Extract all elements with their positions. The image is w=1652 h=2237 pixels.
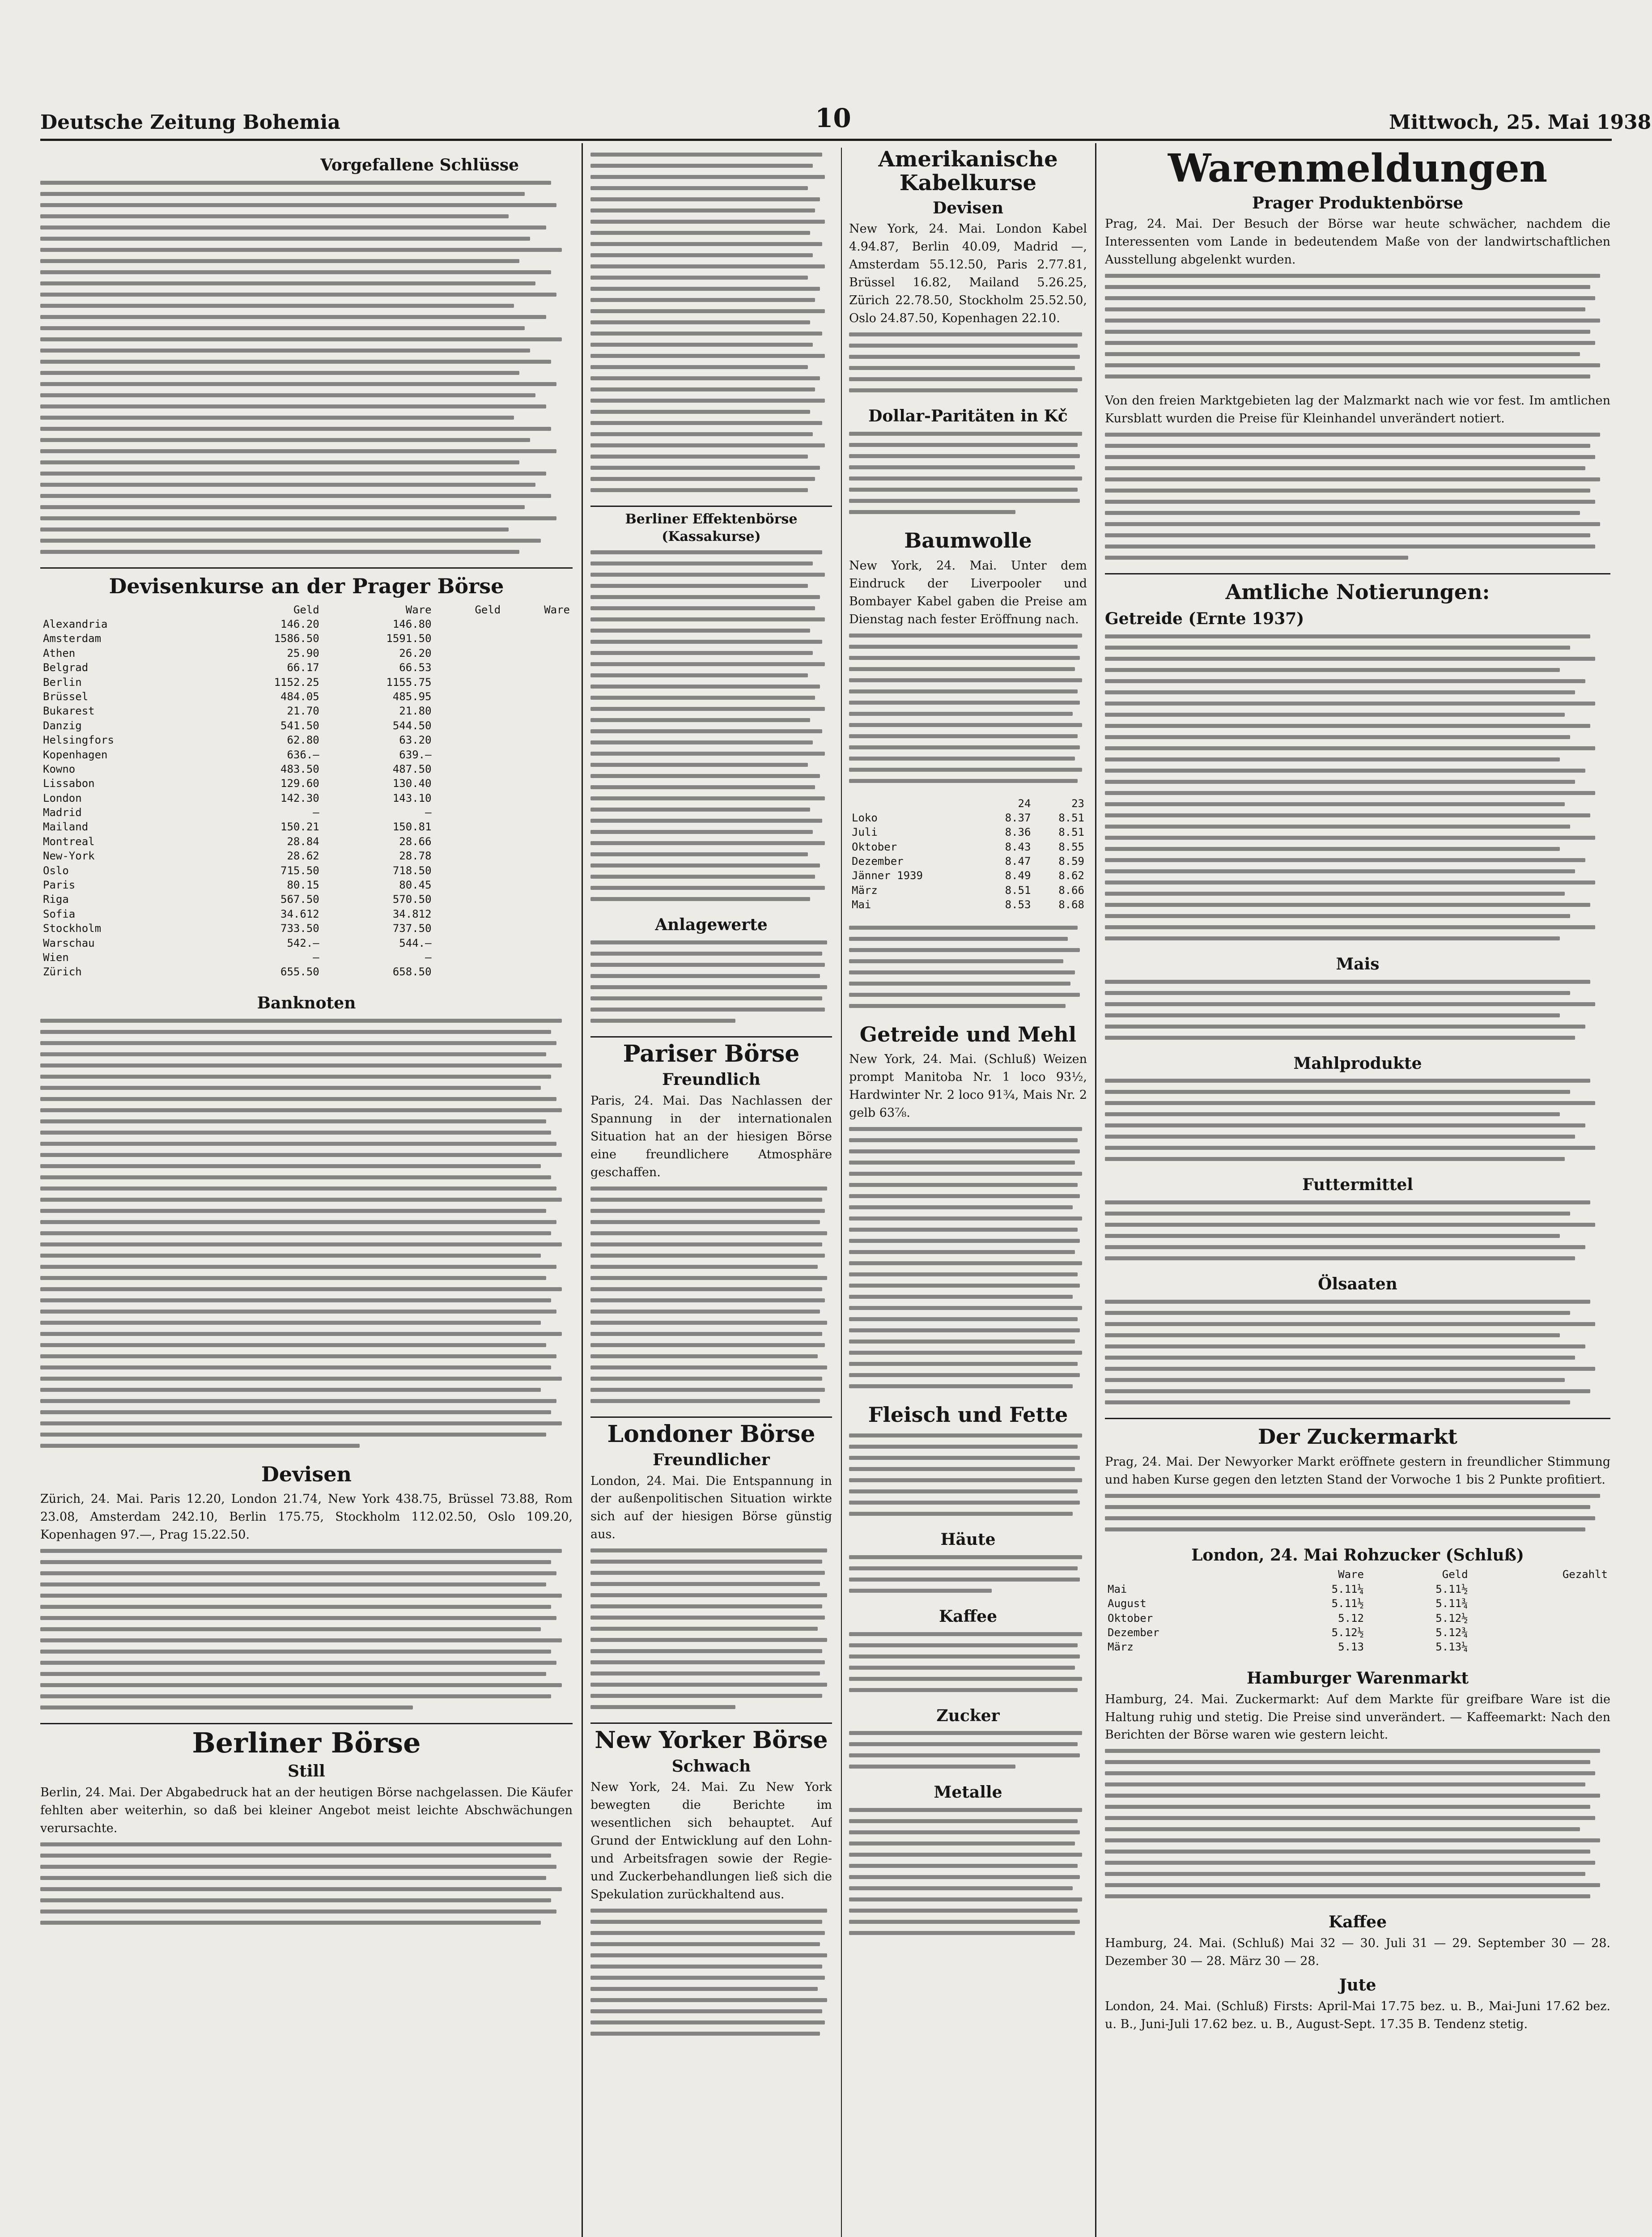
table-cell: 142.30: [280, 791, 319, 804]
table-row: [40, 950, 573, 965]
table-row: [40, 820, 573, 834]
kaffee-subheading: Kaffee: [1329, 1913, 1387, 1932]
row-label: März: [1108, 1641, 1134, 1654]
section-rule: [590, 1722, 832, 1724]
table-cell: 21.80: [399, 705, 432, 718]
table-cell: 8.66: [1058, 884, 1084, 897]
kaffee-text-illegible: [849, 1632, 1087, 1692]
table-cell: 1586.50: [274, 632, 319, 645]
row-label: Loko: [852, 811, 878, 824]
column-header: Ware: [405, 603, 432, 616]
row-label: Lissabon: [43, 777, 95, 790]
londoner-text: London, 24. Mai. Die Entspannung in der außenpolitischen Situation wirkte sich auf der hiesigen Börse günstig aus.: [590, 1474, 832, 1542]
effekten-table-illegible: [590, 550, 832, 901]
table-cell: 5.11½: [1331, 1597, 1364, 1610]
baumwolle-body: [849, 811, 1087, 912]
row-label: Wien: [43, 951, 69, 964]
table-cell: 487.50: [392, 762, 432, 775]
table-cell: 8.43: [1005, 840, 1031, 853]
haeute-heading: Häute: [940, 1530, 996, 1549]
column-header: Ware: [544, 603, 570, 616]
table-row: [40, 907, 573, 921]
london-zucker-table: [1105, 1567, 1610, 1654]
getreide-subheading: Getreide (Ernte 1937): [1105, 609, 1304, 628]
jute-subheading: Jute: [1339, 1976, 1376, 1995]
column-header: Ware: [1338, 1568, 1364, 1581]
baumwolle-header-row: [849, 796, 1087, 811]
table-cell: 150.21: [280, 821, 319, 834]
row-label: Madrid: [43, 806, 82, 819]
table-row: [40, 617, 573, 631]
row-label: Mai: [1108, 1582, 1127, 1595]
table-cell: 8.36: [1005, 826, 1031, 839]
table-cell: 28.78: [399, 850, 432, 863]
devisen-subheading: Devisen: [932, 198, 1004, 217]
table-cell: 8.53: [1005, 898, 1031, 911]
vorgefallene-heading: Vorgefallene Schlüsse: [320, 156, 519, 174]
table-cell: 25.90: [287, 646, 319, 659]
futtermittel-table-illegible: [1105, 1200, 1610, 1260]
section-rule: [1105, 573, 1610, 574]
getreide-text-illegible: [849, 1127, 1087, 1388]
baumwolle-heading: Baumwolle: [904, 528, 1032, 553]
table-cell: 5.11¼: [1331, 1582, 1364, 1595]
dollar-text-illegible: [849, 432, 1087, 514]
table-cell: 5.12½: [1435, 1612, 1468, 1625]
table-cell: 66.53: [399, 661, 432, 674]
table-cell: 544.—: [399, 936, 432, 949]
table-cell: 5.12: [1338, 1612, 1364, 1625]
table-cell: 28.62: [287, 850, 319, 863]
baumwolle-text: New York, 24. Mai. Unter dem Eindruck der Liverpooler und Bombayer Kabel gaben die Preise am Dienstag nach fester Eröffnung nach.: [849, 558, 1087, 626]
prager-heading: Prager Produktenbörse: [1252, 193, 1464, 213]
table-cell: 5.11½: [1435, 1582, 1468, 1595]
row-label: Brüssel: [43, 690, 89, 703]
table-cell: 5.12¾: [1435, 1626, 1468, 1639]
haeute-text-illegible: [849, 1555, 1087, 1593]
table-cell: 8.62: [1058, 869, 1084, 882]
newspaper-name: Deutsche Zeitung Bohemia: [40, 111, 340, 134]
issue-date: Mittwoch, 25. Mai 1938: [1389, 111, 1652, 134]
kabel-devisen-illegible: [849, 332, 1087, 392]
table-cell: 567.50: [280, 893, 319, 906]
newyorker-heading: New Yorker Börse: [595, 1727, 828, 1754]
table-cell: 80.15: [287, 879, 319, 892]
section-rule: [40, 567, 573, 569]
row-label: Belgrad: [43, 661, 89, 674]
table-cell: 146.80: [392, 617, 432, 630]
devisen-text-illegible: [40, 1549, 573, 1710]
londoner-text-illegible: [590, 1548, 832, 1709]
masthead-rule: [40, 139, 1612, 141]
baumwolle-table: [849, 796, 1087, 912]
table-row: [40, 791, 573, 805]
row-label: Paris: [43, 879, 76, 892]
prager-text-illegible: [1105, 274, 1610, 379]
london-zucker-body: [1105, 1582, 1610, 1654]
london-zucker-heading: London, 24. Mai Rohzucker (Schluß): [1191, 1545, 1524, 1565]
table-row: [849, 811, 1087, 825]
table-cell: 718.50: [392, 864, 432, 877]
column-divider: [1095, 143, 1096, 2237]
zuckermarkt-text: Prag, 24. Mai. Der Newyorker Markt eröffnete gestern in freundlicher Stimmung und haben Kurse gegen den letzten Stand der Vorwoche 1 bis 2 Punkte profitiert.: [1105, 1454, 1610, 1487]
pariser-text: Paris, 24. Mai. Das Nachlassen der Spannung in der internationalen Situation hat an der hiesigen Börse eine freundlichere Atmosphäre geschaffen.: [590, 1093, 832, 1179]
freier-markt-text: Von den freien Marktgebieten lag der Malzmarkt nach wie vor fest. Im amtlichen Kursblatt wurden die Preise für Kleinhandel unverändert notiert.: [1105, 394, 1610, 426]
row-label: Alexandria: [43, 617, 108, 630]
row-label: Helsingfors: [43, 734, 114, 747]
row-label: Sofia: [43, 907, 76, 920]
column-header: Geld: [293, 603, 319, 616]
table-cell: —: [425, 951, 432, 964]
devisenkurse-table: [40, 603, 573, 979]
zucker-heading: Zucker: [936, 1706, 1000, 1725]
section-rule: [590, 1036, 832, 1038]
table-row: [40, 965, 573, 979]
berliner-boerse-subheading: Still: [288, 1762, 325, 1781]
column-header-empty: [1105, 1567, 1262, 1582]
row-label: Athen: [43, 646, 76, 659]
row-label: Dezember: [1108, 1626, 1159, 1639]
newyorker-text-illegible: [590, 1909, 832, 2036]
table-cell: 484.05: [280, 690, 319, 703]
row-label: Amsterdam: [43, 632, 102, 645]
table-row: [40, 878, 573, 892]
table-row: [40, 921, 573, 936]
table-cell: 146.20: [280, 617, 319, 630]
column-divider: [582, 143, 583, 2237]
row-label: Berlin: [43, 676, 82, 689]
table-cell: —: [313, 951, 319, 964]
row-label: Kowno: [43, 762, 76, 775]
row-label: Dezember: [852, 855, 904, 868]
berliner-text-illegible: [40, 1842, 573, 1925]
row-label: August: [1108, 1597, 1147, 1610]
futtermittel-subheading: Futtermittel: [1302, 1175, 1413, 1195]
table-row: [40, 762, 573, 776]
column-header: 23: [1071, 797, 1084, 810]
pariser-text-illegible: [590, 1187, 832, 1403]
section-rule: [1105, 1418, 1610, 1419]
dollar-heading: Dollar-Paritäten in Kč: [868, 407, 1068, 426]
getreide-heading: Getreide und Mehl: [859, 1022, 1077, 1046]
fleisch-heading: Fleisch und Fette: [868, 1403, 1068, 1427]
table-cell: 542.—: [287, 936, 319, 949]
table-cell: 1152.25: [274, 676, 319, 689]
table-cell: 485.95: [392, 690, 432, 703]
hamburger-illegible: [1105, 1749, 1610, 1898]
table-cell: 143.10: [392, 791, 432, 804]
table-cell: 26.20: [399, 646, 432, 659]
table-cell: 8.68: [1058, 898, 1084, 911]
section-rule: [590, 506, 832, 507]
hamburger-heading: Hamburger Warenmarkt: [1247, 1668, 1469, 1688]
banknoten-heading: Banknoten: [257, 993, 356, 1012]
table-row: [40, 631, 573, 646]
zucker-text-illegible: [849, 1731, 1087, 1769]
londoner-subheading: Freundlicher: [653, 1450, 770, 1469]
mahlprodukte-subheading: Mahlprodukte: [1293, 1054, 1422, 1073]
pariser-heading: Pariser Börse: [623, 1040, 800, 1067]
table-row: [849, 840, 1087, 854]
london-zucker-header-row: [1105, 1567, 1610, 1582]
table-cell: 8.37: [1005, 811, 1031, 824]
berliner-boerse-heading: Berliner Börse: [192, 1727, 421, 1760]
row-label: Montreal: [43, 835, 95, 848]
table-cell: 8.59: [1058, 855, 1084, 868]
table-cell: 658.50: [392, 965, 432, 978]
anlagewerte-heading: Anlagewerte: [655, 915, 768, 934]
column-header: 24: [1018, 797, 1031, 810]
row-label: Oslo: [43, 864, 69, 877]
vorgefallene-table-illegible: [40, 181, 573, 554]
kaffee-text: Hamburg, 24. Mai. (Schluß) Mai 32 — 30. Juli 31 — 29. September 30 — 28. Dezember 30 — 28. März 30 — 28.: [1105, 1936, 1610, 1969]
table-cell: 130.40: [392, 777, 432, 790]
row-label: Zürich: [43, 965, 82, 978]
londoner-heading: Londoner Börse: [607, 1420, 815, 1448]
table-cell: 8.55: [1058, 840, 1084, 853]
section-rule: [40, 1723, 573, 1724]
newyorker-text: New York, 24. Mai. Zu New York bewegten die Berichte im wesentlichen sich behauptet. Auf Grund der Entwicklung auf den Lohn- und Arbeitsfragen sowie der Regie- und Zuckerbehandlungen ließ sich die Spekulation zurückhaltend aus.: [590, 1780, 832, 1902]
metalle-heading: Metalle: [934, 1783, 1002, 1802]
table-cell: 8.51: [1058, 811, 1084, 824]
table-row: [1105, 1625, 1610, 1640]
baumwolle-text-illegible: [849, 634, 1087, 783]
table-cell: 8.47: [1005, 855, 1031, 868]
table-cell: 8.51: [1005, 884, 1031, 897]
table-row: [40, 704, 573, 718]
oelsaaten-table-illegible: [1105, 1300, 1610, 1404]
table-cell: 715.50: [280, 864, 319, 877]
column-header: Gezahlt: [1562, 1568, 1608, 1581]
table-cell: —: [425, 806, 432, 819]
table-row: [40, 936, 573, 950]
section-rule: [590, 1416, 832, 1418]
table-row: [40, 660, 573, 675]
row-label: Stockholm: [43, 922, 102, 935]
table-cell: 8.49: [1005, 869, 1031, 882]
table-cell: 1155.75: [386, 676, 432, 689]
table-row: [849, 883, 1087, 897]
table-cell: 483.50: [280, 762, 319, 775]
column-header-empty: [40, 603, 210, 617]
table-row: [40, 892, 573, 906]
mais-subheading: Mais: [1336, 954, 1380, 974]
table-row: [40, 733, 573, 747]
table-cell: 5.11¾: [1435, 1597, 1468, 1610]
table-cell: 541.50: [280, 719, 319, 732]
devisenkurse-body: [40, 617, 573, 979]
devisenkurse-header-row: [40, 603, 573, 617]
table-cell: 655.50: [280, 965, 319, 978]
table-row: [40, 646, 573, 660]
row-label: London: [43, 791, 82, 804]
row-label: Kopenhagen: [43, 748, 108, 761]
table-cell: 63.20: [399, 734, 432, 747]
table-cell: 639.—: [399, 748, 432, 761]
table-cell: 8.51: [1058, 826, 1084, 839]
table-row: [1105, 1582, 1610, 1596]
table-row: [849, 825, 1087, 839]
table-row: [1105, 1611, 1610, 1625]
table-cell: 5.12½: [1331, 1626, 1364, 1639]
table-row: [849, 854, 1087, 868]
table-row: [40, 805, 573, 820]
anlagewerte-text-illegible: [590, 940, 832, 1023]
fleisch-text-illegible: [849, 1433, 1087, 1516]
table-row: [849, 897, 1087, 912]
row-label: Oktober: [852, 840, 897, 853]
devisen-text: Zürich, 24. Mai. Paris 12.20, London 21.74, New York 438.75, Brüssel 73.88, Rom 23.08, Amsterdam 242.10, Berlin 175.75, Stockholm 112.02.50, Oslo 109.20, Kopenhagen 97.—, Prag 15.22.50.: [40, 1492, 573, 1542]
table-cell: 28.84: [287, 835, 319, 848]
effekten-subcolumn: [590, 148, 832, 2237]
row-label: Juli: [852, 826, 878, 839]
jute-text: London, 24. Mai. (Schluß) Firsts: April-Mai 17.75 bez. u. B., Mai-Juni 17.62 bez. u. B., Juni-Juli 17.62 bez. u. B., August-Sept. 17.35 B. Tendenz stetig.: [1105, 1999, 1610, 2031]
hamburger-text: Hamburg, 24. Mai. Zuckermarkt: Auf dem Markte für greifbare Ware ist die Haltung ruhig und stetig. Die Preise sind unverändert. — Kaffeemarkt: Nach den Berichten der Börse waren wie gestern leicht.: [1105, 1692, 1610, 1742]
table-row: [40, 675, 573, 689]
column-header-empty: [849, 796, 980, 811]
metalle-text-illegible: [849, 1808, 1087, 1935]
devisenkurse-heading: Devisenkurse an der Prager Börse: [109, 574, 504, 598]
freier-markt-illegible: [1105, 433, 1610, 560]
banknoten-text-illegible: [40, 1019, 573, 1448]
berliner-text: Berlin, 24. Mai. Der Abgabedruck hat an der heutigen Börse nachgelassen. Die Käufer fehlten aber weiterhin, so daß bei kleiner Angebot meist leichte Abschwächungen verursachte.: [40, 1786, 573, 1836]
amtliche-heading: Amtliche Notierungen:: [1225, 580, 1490, 604]
table-cell: 570.50: [392, 893, 432, 906]
newyorker-subheading: Schwach: [671, 1756, 751, 1776]
pariser-subheading: Freundlich: [662, 1070, 760, 1089]
table-cell: 34.612: [280, 907, 319, 920]
effekten-heading: Berliner Effektenbörse (Kassakurse): [625, 511, 798, 544]
row-label: Bukarest: [43, 705, 95, 718]
table-cell: 21.70: [287, 705, 319, 718]
table-row: [40, 776, 573, 791]
devisen-heading: Devisen: [261, 1462, 352, 1486]
table-row: [40, 748, 573, 762]
row-label: New-York: [43, 850, 95, 863]
row-label: Danzig: [43, 719, 82, 732]
table-cell: 1591.50: [386, 632, 432, 645]
row-label: Mailand: [43, 821, 89, 834]
table-cell: —: [313, 806, 319, 819]
table-cell: 150.81: [392, 821, 432, 834]
table-cell: 28.66: [399, 835, 432, 848]
table-cell: 5.13¼: [1435, 1641, 1468, 1654]
table-row: [40, 719, 573, 733]
table-row: [40, 849, 573, 863]
mais-table-illegible: [1105, 980, 1610, 1040]
kabel-devisen-text: New York, 24. Mai. London Kabel 4.94.87, Berlin 40.09, Madrid —, Amsterdam 55.12.50, Paris 2.77.81, Brüssel 16.82, Mailand 5.26.25, Zürich 22.78.50, Stockholm 25.52.50, Oslo 24.87.50, Kopenhagen 22.10.: [849, 222, 1087, 326]
kaffee-heading: Kaffee: [939, 1607, 997, 1626]
row-label: Oktober: [1108, 1612, 1153, 1625]
mahlprodukte-table-illegible: [1105, 1079, 1610, 1161]
table-cell: 544.50: [392, 719, 432, 732]
table-cell: 5.13: [1338, 1641, 1364, 1654]
warenmeldungen-heading: Warenmeldungen: [1168, 148, 1548, 191]
row-label: Warschau: [43, 936, 95, 949]
zuckermarkt-heading: Der Zuckermarkt: [1258, 1424, 1457, 1449]
row-label: Riga: [43, 893, 69, 906]
page-number: 10: [815, 103, 851, 133]
table-cell: 636.—: [287, 748, 319, 761]
table-cell: 733.50: [280, 922, 319, 935]
column-header: Geld: [1442, 1568, 1468, 1581]
middle-column: [590, 148, 1087, 2237]
amerikanische-heading: Amerikanische Kabelkurse: [878, 148, 1058, 196]
table-cell: 737.50: [392, 922, 432, 935]
table-cell: 34.812: [392, 907, 432, 920]
table-row: [1105, 1596, 1610, 1611]
getreide-table-illegible: [1105, 634, 1610, 940]
baumwolle-orleans-illegible: [849, 926, 1087, 1008]
kabelkurse-subcolumn: [841, 148, 1087, 2237]
table-cell: 129.60: [280, 777, 319, 790]
table-cell: 62.80: [287, 734, 319, 747]
left-column: [40, 152, 573, 2237]
getreide-text: New York, 24. Mai. (Schluß) Weizen prompt Manitoba Nr. 1 loco 93½, Hardwinter Nr. 2 loco 91¾, Mais Nr. 2 gelb 63⅞.: [849, 1052, 1087, 1120]
table-row: [849, 868, 1087, 883]
row-label: Mai: [852, 898, 871, 911]
table-cell: 66.17: [287, 661, 319, 674]
table-row: [40, 689, 573, 704]
row-label: März: [852, 884, 878, 897]
prager-text: Prag, 24. Mai. Der Besuch der Börse war heute schwächer, nachdem die Interessenten vom Lande in bedeutendem Maße von der landwirtschaftlichen Ausstellung abgelenkt wurden.: [1105, 217, 1610, 267]
table-cell: 80.45: [399, 879, 432, 892]
table-row: [40, 863, 573, 878]
zuckermarkt-illegible: [1105, 1494, 1610, 1531]
oelsaaten-subheading: Ölsaaten: [1318, 1275, 1397, 1294]
vorgefallene-continued-illegible: [590, 153, 832, 492]
right-column: [1105, 148, 1610, 2237]
table-row: [40, 834, 573, 849]
column-header: Geld: [475, 603, 501, 616]
table-row: [1105, 1640, 1610, 1654]
row-label: Jänner 1939: [852, 869, 923, 882]
